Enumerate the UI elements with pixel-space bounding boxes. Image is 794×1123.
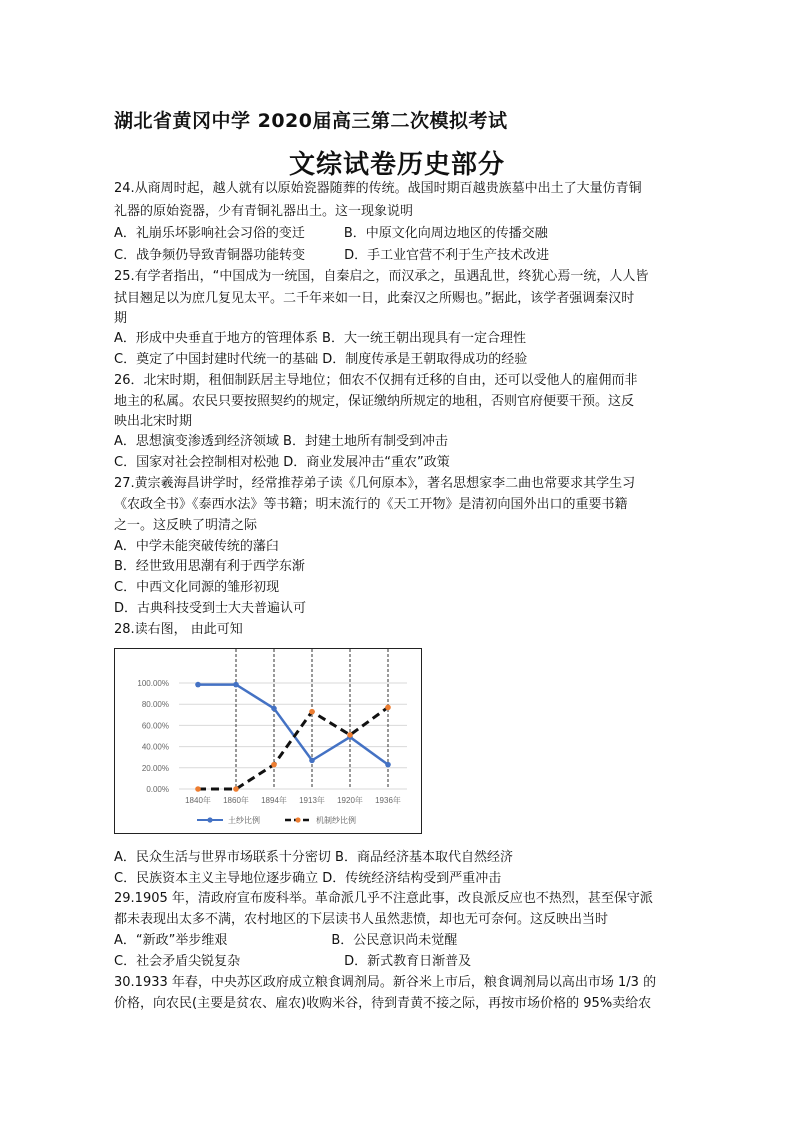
data-point-2 (271, 762, 277, 768)
y-tick-label: 0.00% (146, 785, 169, 794)
text-line: 30.1933 年春，中央苏区政府成立粮食调剂局。新谷米上市后，粮食调剂局以高出市场 1/3 的 (114, 975, 657, 990)
text-line: 礼器的原始瓷器，少有青铜礼器出土。这一现象说明 (114, 204, 414, 219)
text-line: A．礼崩乐坏影响社会习俗的变迁 B．中原文化向周边地区的传播交融 (114, 226, 548, 241)
text-line: A．民众生活与世界市场联系十分密切 B．商品经济基本取代自然经济 (114, 850, 513, 865)
page-title: 文综试卷历史部分 (288, 150, 505, 180)
text-line: 27.黄宗羲海昌讲学时，经常推荐弟子读《几何原本》，著名思想家李二曲也常要求其学生习 (114, 476, 636, 491)
text-line: A．思想演变渗透到经济领域 B．封建土地所有制受到冲击 (114, 434, 448, 449)
text-line: 拭目翘足以为庶几复见太平。二千年来如一日，此秦汉之所赐也。”据此，该学者强调秦汉时 (114, 291, 635, 306)
text-line: A．“新政”举步维艰 B．公民意识尚未觉醒 (114, 933, 458, 948)
y-tick-label: 20.00% (141, 763, 169, 773)
text-line: 期 (114, 311, 128, 326)
text-line: 价格，向农民(主要是贫农、雇农)收购米谷，待到青黄不接之际，再按市场价格的 95%卖给农 (114, 996, 652, 1011)
text-line: C．社会矛盾尖锐复杂 D．新式教育日渐普及 (114, 954, 472, 969)
text-line: 映出北宋时期 (114, 414, 193, 429)
legend-label-2: 机制纱比例 (316, 816, 356, 825)
legend-label-1: 土纱比例 (228, 816, 260, 825)
text-line: 28.读右图， 由此可知 (114, 622, 243, 637)
text-line: 之一。这反映了明清之际 (114, 518, 258, 533)
text-line: C．中西文化同源的雏形初现 (114, 580, 280, 595)
data-point-1 (233, 682, 239, 688)
x-tick-label: 1840年 (185, 796, 211, 805)
text-line: C．战争频仍导致青铜器功能转变 D．手工业官营不利于生产技术改进 (114, 248, 550, 263)
series-line-2 (198, 707, 388, 789)
text-line: C．奠定了中国封建时代统一的基础 D．制度传承是王朝取得成功的经验 (114, 352, 528, 367)
data-point-2 (347, 732, 353, 738)
x-tick-label: 1913年 (299, 796, 325, 805)
data-point-1 (195, 682, 201, 688)
school-heading: 湖北省黄冈中学 2020届高三第二次模拟考试 (114, 110, 508, 132)
text-line: A．中学未能突破传统的藩臼 (114, 539, 279, 554)
text-line: 24.从商周时起，越人就有以原始瓷器随葬的传统。战国时期百越贵族墓中出土了大量仿青铜 (114, 181, 642, 196)
data-point-2 (385, 705, 391, 711)
text-line: 25.有学者指出，“中国成为一统国，自秦启之，而汉承之，虽遇乱世，终犹心焉一统，人人皆 (114, 269, 649, 284)
text-line: 地主的私属。农民只要按照契约的规定，保证缴纳所规定的地租，否则官府便要干预。这反 (114, 394, 635, 409)
text-line: A．形成中央垂直于地方的管理体系 B．大一统王朝出现具有一定合理性 (114, 331, 526, 346)
text-line: C．民族资本主义主导地位逐步确立 D．传统经济结构受到严重冲击 (114, 871, 502, 886)
text-line: 26．北宋时期，租佃制跃居主导地位；佃农不仅拥有迁移的自由，还可以受他人的雇佣而非 (114, 373, 638, 388)
y-tick-label: 60.00% (141, 721, 169, 731)
data-point-2 (195, 786, 201, 792)
text-line: C．国家对社会控制相对松弛 D．商业发展冲击“重农”政策 (114, 455, 450, 470)
yarn-ratio-chart (114, 648, 422, 834)
data-point-2 (309, 709, 315, 715)
data-point-2 (233, 786, 239, 792)
data-point-1 (309, 758, 315, 764)
x-tick-label: 1920年 (337, 796, 363, 805)
chart-canvas (115, 649, 423, 835)
data-point-1 (385, 762, 391, 768)
x-tick-label: 1894年 (261, 796, 287, 805)
text-line: B．经世致用思潮有利于西学东渐 (114, 559, 305, 574)
y-tick-label: 40.00% (141, 742, 169, 752)
text-line: 都未表现出太多不满，农村地区的下层读书人虽然悲愤，却也无可奈何。这反映出当时 (114, 912, 609, 927)
text-line: 29.1905 年，清政府宣布废科举。革命派几乎不注意此事，改良派反应也不热烈，甚至保守派 (114, 891, 653, 906)
y-tick-label: 100.00% (137, 679, 169, 688)
x-tick-label: 1936年 (375, 796, 401, 805)
series-line-1 (198, 685, 388, 765)
x-tick-label: 1860年 (223, 796, 249, 805)
text-line: D．古典科技受到士大夫普遍认可 (114, 601, 307, 616)
data-point-1 (271, 706, 277, 712)
text-line: 《农政全书》《泰西水法》等书籍；明末流行的《天工开物》是清初向国外出口的重要书籍 (114, 497, 628, 512)
y-tick-label: 80.00% (141, 700, 169, 710)
legend-marker-1 (207, 817, 212, 822)
legend-marker-2 (295, 817, 300, 822)
